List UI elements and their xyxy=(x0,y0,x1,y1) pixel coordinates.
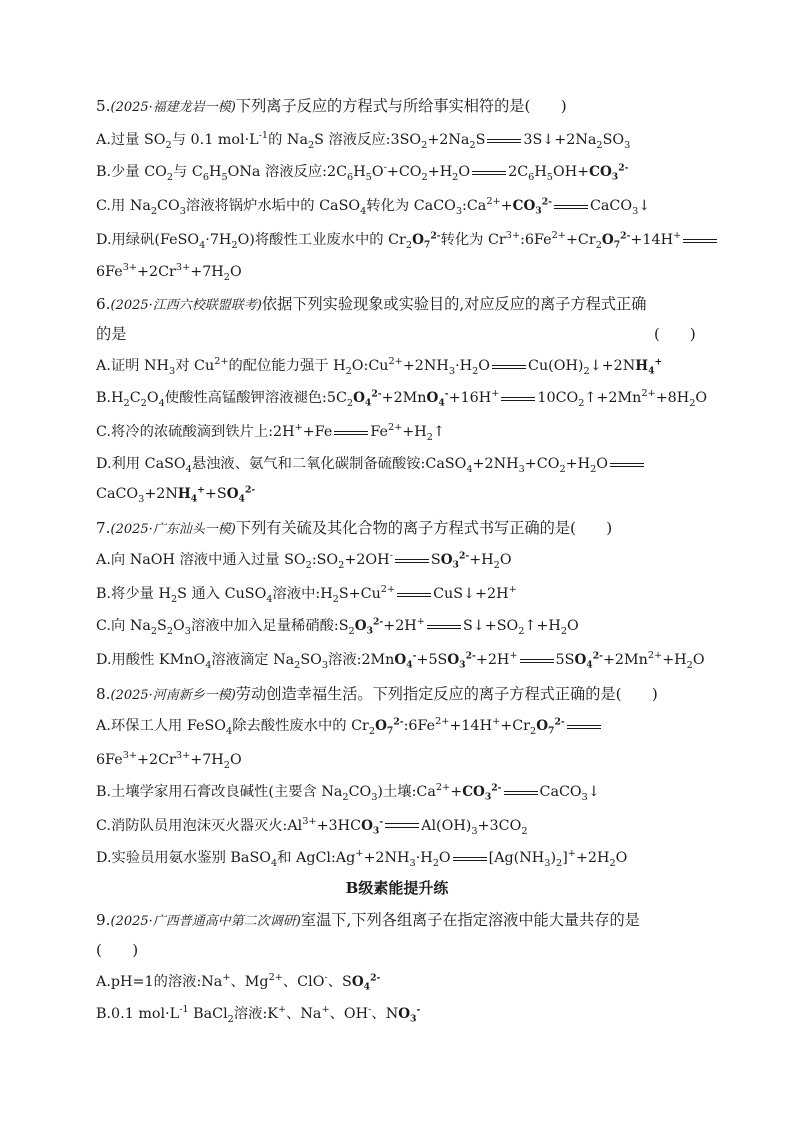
q5-option-d-cont: $6Fe^{3+}+2Cr^{3+}+7H_2O$ xyxy=(96,262,242,283)
q8-option-a[interactable]: A.环保工人用 FeSO$_4$除去酸性废水中的 $Cr_2O_7^{2-}:6Fe^{2+}+14H^++Cr_2O_7^{2-}$ xyxy=(96,716,603,736)
answer-blank[interactable]: ( ) xyxy=(96,941,139,959)
answer-blank[interactable]: ( ) xyxy=(654,325,696,343)
q8-option-a-cont: $6Fe^{3+}+2Cr^{3+}+7H_2O$ xyxy=(96,750,242,771)
q6-option-c[interactable]: C.将冷的浓硫酸滴到铁片上:2H++Fe $Fe^{2+}+H_2↑$ xyxy=(96,422,445,443)
q9-option-b[interactable]: B.0.1 $mol\cdot L^{-1}$ BaCl$_2$溶液:K+、Na+、OH-、$NO_3^-$ xyxy=(96,1004,421,1025)
q6-option-d[interactable]: D.利用 CaSO$_4$悬浊液、氨气和二氧化碳制备硫酸铵$:CaSO_4+2NH_3+CO_2+H_2O$ xyxy=(96,454,646,474)
q6-option-d-cont: $CaCO_3+2NH_4^++SO_4^{2-}$ xyxy=(96,484,256,505)
q6-option-b[interactable]: $B.H_2C_2O_4$使酸性高锰酸钾溶液褪色$:5C_2O_4^{2-}+2MnO_4^-+16H^+$ $10CO_2↑+2Mn^{2+}+8H_2O$ xyxy=(96,388,708,409)
q7-option-c[interactable]: C.向 $Na_2S_2O_3$溶液中加入足量稀硝酸$:S_2O_3^{2-}+2H^+$ $S↓+SO_2↑+H_2O$ xyxy=(96,616,579,637)
q8-option-d[interactable]: D.实验员用氨水鉴别 BaSO$_4$和 $AgCl:Ag^++2NH_3\cdot H_2O$ $[Ag(NH_3)_2]^++2H_2O$ xyxy=(96,848,628,869)
question-7-stem xyxy=(96,518,612,540)
question-text: 劳动创造幸福生活。下列指定反应的离子方程式正确的是( ) xyxy=(235,685,658,703)
question-8-stem xyxy=(96,684,658,706)
question-source: (2025·广东汕头一模) xyxy=(110,522,236,537)
q7-option-b[interactable]: B.将少量 $H_2S$ 通入 CuSO$_4$溶液中$:H_2S+Cu^{2+}$ CuS↓+2H+ xyxy=(96,584,517,605)
q7-option-d[interactable]: D.用酸性 KMnO$_4$溶液滴定 $Na_2SO_3$溶液$:2MnO_4^-+5SO_3^{2-}+2H^+$ $5SO_4^{2-}+2Mn^{2+}+H_2O$ xyxy=(96,650,705,671)
question-source: (2025·广西普通高中第二次调研) xyxy=(110,914,301,929)
q7-option-a[interactable]: A.向 NaOH 溶液中通入过量 $SO_2:SO_2+2OH^-$ $SO_3^{2-}+H_2O$ xyxy=(96,550,512,571)
question-source: (2025·河南新乡一模) xyxy=(110,688,236,703)
section-title: B级素能提升练 xyxy=(345,879,449,897)
question-6-stem-cont: 的是 xyxy=(96,325,127,343)
question-text: 下列离子反应的方程式与所给事实相符的是( ) xyxy=(235,97,567,115)
question-number: 9. xyxy=(96,911,111,929)
q5-option-a[interactable]: A.过量 $SO_2$与 0.1 $mol\cdot L^{-1}$的 $Na_2S$ 溶液反应$:3SO_2+2Na_2S$ $3S↓+2Na_2SO_3$ xyxy=(96,130,631,151)
question-text: 室温下,下列各组离子在指定溶液中能大量共存的是 xyxy=(300,911,640,929)
question-text: 下列有关硫及其化合物的离子方程式书写正确的是( ) xyxy=(235,519,613,537)
question-number: 5. xyxy=(96,97,111,115)
question-9-stem xyxy=(96,910,640,932)
q5-option-d[interactable]: D.用绿矾$(FeSO_4\cdot 7H_2O)$将酸性工业废水中的 $Cr_2O_7^{2-}$转化为 $Cr^{3+}:6Fe^{2+}+Cr_2O_7^{2-}+14H^+$ xyxy=(96,230,719,250)
q5-option-c[interactable]: C.用 $Na_2CO_3$溶液将锅炉水垢中的 CaSO$_4$转化为 $CaCO_3:Ca^{2+}+CO_3^{2-}$ CaCO$_3$↓ xyxy=(96,196,651,217)
question-number: 8. xyxy=(96,685,111,703)
question-5-stem xyxy=(96,96,567,118)
q6-option-a[interactable]: A.证明 $NH_3$对 $Cu^{2+}$的配位能力强于 $H_2O:Cu^{2+}+2NH_3\cdot H_2O$ $Cu(OH)_2↓+2NH_4^+$ xyxy=(96,356,663,377)
q8-option-c[interactable]: C.消防队员用泡沫灭火器灭火$:Al^{3+}+3HCO_3^-$ $Al(OH)_3+3CO_2$ xyxy=(96,816,528,837)
question-6-stem xyxy=(96,294,646,316)
question-number: 6. xyxy=(96,295,111,313)
question-text: 依据下列实验现象或实验目的,对应反应的离子方程式正确 xyxy=(261,295,647,313)
question-number: 7. xyxy=(96,519,111,537)
q8-option-b[interactable]: B.土壤学家用石膏改良碱性(主要含 $Na_2CO_3$)土壤$:Ca^{2+}+CO_3^{2-}$ CaCO$_3$↓ xyxy=(96,782,600,803)
question-source: (2025·福建龙岩一模) xyxy=(110,100,236,115)
q9-option-a[interactable]: A.pH=1的溶液:Na+、$Mg^{2+}$、ClO-、$SO_4^{2-}$ xyxy=(96,972,381,993)
q5-option-b[interactable]: B.少量 $CO_2$与 $C_6H_5ONa$ 溶液反应$:2C_6H_5O^-+CO_2+H_2O$ $2C_6H_5OH+CO_3^{2-}$ xyxy=(96,162,629,183)
question-source: (2025·江西六校联盟联考) xyxy=(110,298,262,313)
